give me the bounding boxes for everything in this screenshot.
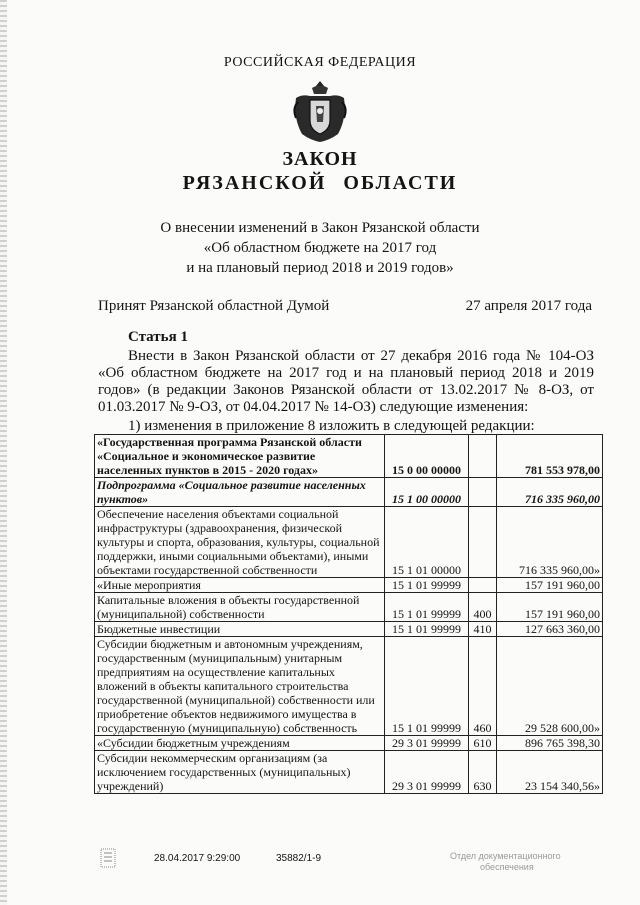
- row-vr: 400: [469, 593, 497, 622]
- row-vr: [469, 478, 497, 507]
- article-title: Статья 1: [128, 329, 188, 345]
- subtitle-line: «Об областном бюджете на 2017 год: [203, 240, 437, 256]
- row-code: 15 1 01 00000: [385, 507, 469, 578]
- row-vr: [469, 507, 497, 578]
- article-paragraph: [98, 348, 594, 416]
- row-name: «Субсидии бюджетным учреждениям: [95, 736, 385, 751]
- article-paragraph-text: Внести в Закон Рязанской области от 27 декабря 2016 года № 104-ОЗ «Об областном бюджете на 2017 год и на плановый период 2018 и 2019 годов» (в редакции Законов Рязанской области от 13.02.2017 № 8-ОЗ, от 01.03.2017 № 9-ОЗ, от 04.04.2017 № 14-ОЗ) следующие изменения:: [98, 348, 594, 415]
- row-amount: 127 663 360,00: [497, 622, 603, 637]
- adopted-by: Принят Рязанской областной Думой: [98, 298, 330, 314]
- row-code: 15 1 01 99999: [385, 593, 469, 622]
- budget-table: [94, 434, 603, 794]
- row-name: «Государственная программа Рязанской области «Социальное и экономическое развитие населенных пунктов в 2015 - 2020 годах»: [95, 435, 385, 478]
- row-vr: [469, 435, 497, 478]
- row-amount: 716 335 960,00»: [497, 507, 603, 578]
- row-vr: 410: [469, 622, 497, 637]
- adopted-date: 27 апреля 2017 года: [465, 298, 592, 314]
- article-item-1: 1) изменения в приложение 8 изложить в следующей редакции:: [128, 418, 535, 434]
- row-vr: 610: [469, 736, 497, 751]
- barcode-icon: [100, 848, 116, 868]
- table-row: [95, 435, 603, 478]
- row-name: Подпрограмма «Социальное развитие населенных пунктов»: [95, 478, 385, 507]
- row-code: 29 3 01 99999: [385, 736, 469, 751]
- region-heading: РЯЗАНСКОЙ ОБЛАСТИ: [182, 172, 458, 194]
- row-name: Капитальные вложения в объекты государственной (муниципальной) собственности: [95, 593, 385, 622]
- subtitle-line: О внесении изменений в Закон Рязанской области: [160, 220, 480, 236]
- subtitle-line: и на плановый период 2018 и 2019 годов»: [186, 260, 454, 276]
- table-row: [95, 478, 603, 507]
- stamp-line: обеспечения: [480, 862, 534, 872]
- row-vr: 460: [469, 637, 497, 736]
- law-heading: ЗАКОН: [282, 148, 358, 170]
- row-amount: 716 335 960,00: [497, 478, 603, 507]
- row-amount: 157 191 960,00: [497, 578, 603, 593]
- row-name: Бюджетные инвестиции: [95, 622, 385, 637]
- row-vr: 630: [469, 751, 497, 794]
- footer-doc-id: 35882/1-9: [276, 853, 322, 864]
- row-vr: [469, 578, 497, 593]
- row-code: 15 1 01 99999: [385, 578, 469, 593]
- coat-of-arms-icon: [290, 78, 350, 144]
- table-row: [95, 622, 603, 637]
- footer-datetime: 28.04.2017 9:29:00: [154, 853, 241, 864]
- law-subtitle: [0, 218, 640, 278]
- row-code: 15 1 00 00000: [385, 478, 469, 507]
- table-row: [95, 637, 603, 736]
- row-name: Субсидии некоммерческим организациям (за исключением государственных (муниципальных) учреждений): [95, 751, 385, 794]
- row-code: 15 1 01 99999: [385, 637, 469, 736]
- row-amount: 157 191 960,00: [497, 593, 603, 622]
- office-stamp: [450, 851, 561, 873]
- row-amount: 781 553 978,00: [497, 435, 603, 478]
- row-amount: 23 154 340,56»: [497, 751, 603, 794]
- row-amount: 896 765 398,30: [497, 736, 603, 751]
- table-row: [95, 751, 603, 794]
- table-row: [95, 593, 603, 622]
- row-code: 15 0 00 00000: [385, 435, 469, 478]
- stamp-line: Отдел документационного: [450, 851, 561, 861]
- row-code: 29 3 01 99999: [385, 751, 469, 794]
- table-row: [95, 507, 603, 578]
- scan-edge: [0, 0, 7, 905]
- row-code: 15 1 01 99999: [385, 622, 469, 637]
- row-name: Обеспечение населения объектами социальной инфраструктуры (здравоохранения, физической культуры и спорта, образования, культуры, социальной поддержки, иными социальными объектами), иными объектами государственной собственности: [95, 507, 385, 578]
- row-amount: 29 528 600,00»: [497, 637, 603, 736]
- row-name: Субсидии бюджетным и автономным учреждениям, государственным (муниципальным) унитарным предприятиям на осуществление капитальных вложений в объекты капитального строительства государственной (муниципальной) собственности или приобретение объектов недвижимого имущества в государственную (муниципальную) собственность: [95, 637, 385, 736]
- country-heading: РОССИЙСКАЯ ФЕДЕРАЦИЯ: [223, 55, 417, 70]
- table-row: [95, 736, 603, 751]
- table-row: [95, 578, 603, 593]
- row-name: «Иные мероприятия: [95, 578, 385, 593]
